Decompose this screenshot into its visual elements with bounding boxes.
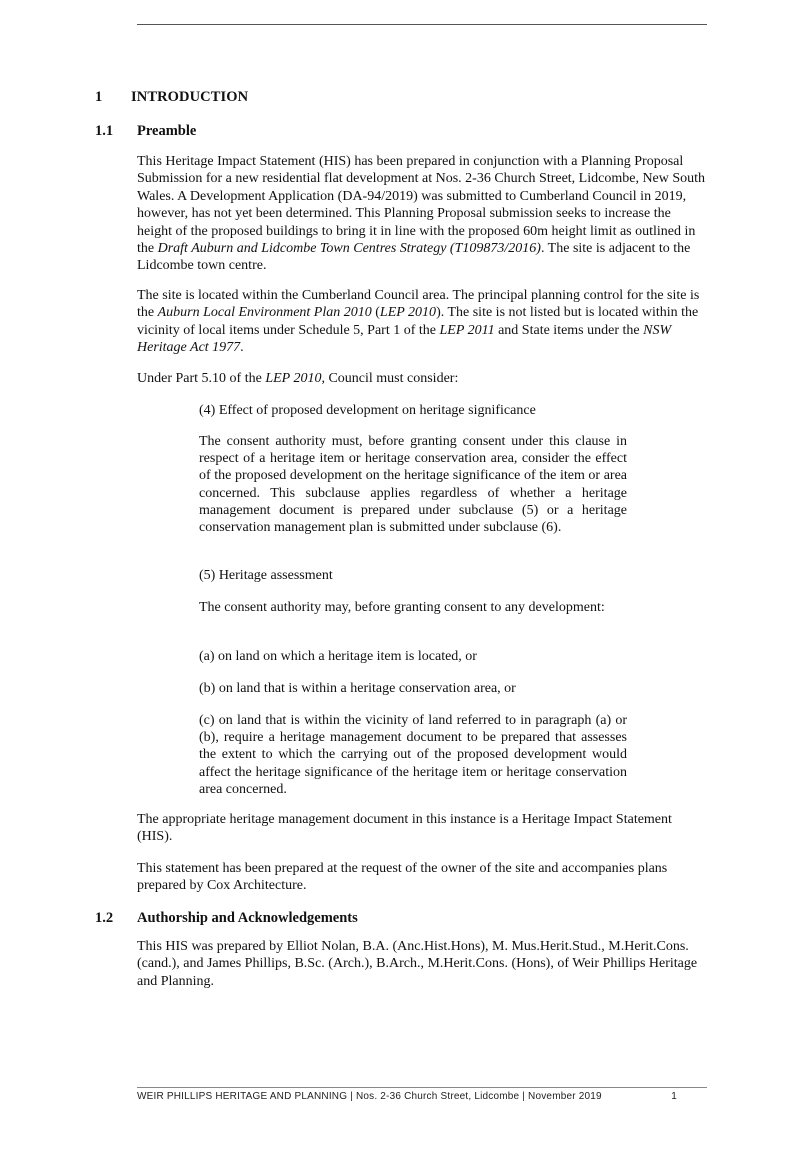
plan-abbrev: LEP 2010 [265, 371, 322, 386]
quote-item-b: (b) on land that is within a heritage conservation area, or [199, 681, 516, 696]
text-run: This Heritage Impact Statement (HIS) has been prepared in conjunction with a Planning Proposal Submission for a new residential flat development at Nos. 2-36 Church Street, Lidcombe, New South Wales. A Development Application (DA-94/2019) was submitted to Cumberland Council in 2019, however, has not yet been determined. This Planning Proposal submission seeks to increase the height of the proposed buildings to bring it in line with the proposed 60m height limit as outlined in the [137, 154, 706, 257]
quote-item-c: (c) on land that is within the vicinity of land referred to in paragraph (a) or (b), require a heritage management document to be prepared that assesses the extent to which the carrying out of the proposed development would affect the heritage significance of the heritage item or heritage conservation area concerned. [199, 713, 627, 797]
heading-introduction [95, 89, 248, 106]
heading-preamble [95, 123, 196, 140]
plan-title: Auburn Local Environment Plan 2010 [157, 305, 372, 321]
page-number: 1 [671, 1091, 677, 1102]
strategy-title: Draft Auburn and Lidcombe Town Centres Strategy (T109873/2016) [157, 241, 541, 257]
quote-subclause-4-text: The consent authority must, before granting consent under this clause in respect of a heritage item or heritage conservation area, consider the effect of the proposed development on the heritage significance of the item or area concerned. This subclause applies regardless of whether a heritage management document is prepared under subclause (5) or a heritage conservation management plan is submitted under subclause (6). [199, 434, 627, 536]
header-rule [137, 24, 707, 25]
text-run: ( [371, 305, 380, 321]
quote-subclause-5-text: The consent authority may, before granting consent to any development: [199, 600, 605, 615]
quote-item-a: (a) on land on which a heritage item is located, or [199, 649, 477, 664]
section-number: 1.2 [95, 910, 114, 926]
section-number: 1.1 [95, 123, 114, 139]
preamble-paragraph-1 [137, 153, 709, 275]
preamble-paragraph-3 [137, 370, 709, 387]
preamble-paragraph-4: The appropriate heritage management document in this instance is a Heritage Impact Statement (HIS). [137, 812, 672, 845]
preamble-paragraph-5: This statement has been prepared at the request of the owner of the site and accompanies plans prepared by Cox Architecture. [137, 861, 668, 894]
text-run: ). The site is not listed but is located within the vicinity of local items under Schedule 5, Part 1 of the [137, 305, 699, 338]
page-footer [137, 1091, 707, 1102]
preamble-paragraph-2 [137, 287, 709, 357]
footer-rule [137, 1087, 707, 1088]
text-run: . The site is adjacent to the Lidcombe town centre. [137, 241, 691, 274]
heading-number: 1 [95, 89, 103, 105]
act-title: NSW Heritage Act 1977 [137, 322, 672, 356]
text-run: . [240, 340, 244, 356]
footer-text: WEIR PHILLIPS HERITAGE AND PLANNING | Nos. 2-36 Church Street, Lidcombe | November 2019 [137, 1091, 602, 1102]
authorship-paragraph: This HIS was prepared by Elliot Nolan, B.A. (Anc.Hist.Hons), M. Mus.Herit.Stud., M.Herit.Cons. (cand.), and James Phillips, B.Sc. (Arch.), B.Arch., M.Herit.Cons. (Hons), of Weir Phillips Heritage and Planning. [137, 939, 698, 989]
heading-authorship [95, 910, 358, 927]
text-run: , Council must consider: [321, 371, 459, 386]
heading-title: INTRODUCTION [131, 89, 249, 105]
plan-abbrev: LEP 2011 [439, 322, 495, 338]
section-title: Authorship and Acknowledgements [137, 910, 358, 926]
quote-subclause-5-heading: (5) Heritage assessment [199, 568, 333, 583]
text-run: Under Part 5.10 of the [137, 371, 266, 386]
plan-abbrev: LEP 2010 [379, 305, 437, 321]
section-title: Preamble [137, 123, 197, 139]
text-run: The site is located within the Cumberland Council area. The principal planning control for the site is the [137, 288, 700, 321]
quote-subclause-4-heading: (4) Effect of proposed development on heritage significance [199, 403, 536, 418]
text-run: and State items under the [494, 322, 644, 338]
